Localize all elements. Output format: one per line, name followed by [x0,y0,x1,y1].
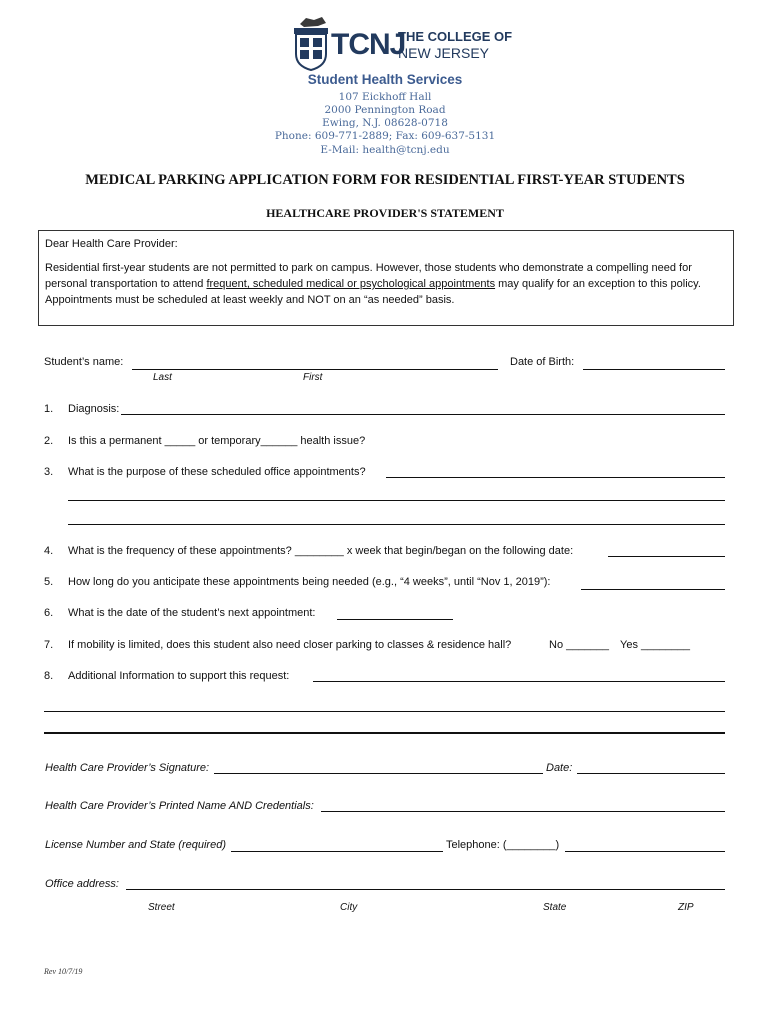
telephone-label: Telephone: (________) [446,839,560,851]
question-number: 8. [44,670,54,682]
address-line: 2000 Pennington Road [324,104,446,116]
question-number: 4. [44,545,54,557]
purpose-field-line2[interactable] [68,500,725,501]
question-number: 7. [44,639,54,651]
last-name-caption: Last [153,372,172,383]
notice-text: may qualify for an exception to this policy. Appointments must be scheduled at least weekly and NOT on an “as needed” basis. [45,278,701,306]
notice-underlined-text: frequent, scheduled medical or psychological appointments [206,278,496,290]
office-name: Student Health Services [307,72,463,87]
notice-box [38,230,734,326]
duration-field[interactable] [581,589,725,590]
notice-greeting: Dear Health Care Provider: [45,238,178,250]
form-subtitle: HEALTHCARE PROVIDER'S STATEMENT [266,206,504,220]
student-name-label: Student’s name: [44,356,124,368]
frequency-label: What is the frequency of these appointments? ________ x week that begin/began on the following date: [68,545,574,557]
mobility-no-option[interactable]: No _______ [549,639,609,651]
permanent-temporary-question: Is this a permanent _____ or temporary______ health issue? [68,435,366,447]
address-line: 107 Eickhoff Hall [338,91,432,103]
dob-field[interactable] [583,369,725,370]
state-caption: State [543,902,567,913]
date-field[interactable] [577,773,725,774]
office-address-label: Office address: [45,878,119,890]
student-name-field[interactable] [132,369,498,370]
address-line: Ewing, N.J. 08628-0718 [322,117,448,129]
diagnosis-field[interactable] [121,414,725,415]
purpose-field-line3[interactable] [68,524,725,525]
zip-caption: ZIP [678,902,694,913]
question-number: 1. [44,403,54,415]
logo-wordmark: TCNJ [331,28,406,61]
begin-date-field[interactable] [608,556,725,557]
license-label: License Number and State (required) [45,839,226,851]
signature-field[interactable] [214,773,543,774]
city-caption: City [340,902,358,913]
next-appointment-label: What is the date of the student’s next appointment: [68,607,316,619]
telephone-field[interactable] [565,851,725,852]
college-name-line1: THE COLLEGE OF [398,29,513,44]
revision-date: Rev 10/7/19 [44,967,83,976]
mobility-yes-option[interactable]: Yes ________ [620,639,690,651]
additional-info-field-line2[interactable] [44,711,725,712]
diagnosis-label: Diagnosis: [68,403,120,415]
printed-name-label: Health Care Provider’s Printed Name AND Credentials: [45,800,314,812]
notice-body [45,260,725,308]
additional-info-label: Additional Information to support this request: [68,670,290,682]
section-divider [44,732,725,734]
duration-label: How long do you anticipate these appointments being needed (e.g., “4 weeks”, until “Nov 1, 2019”): [68,576,551,588]
notice-text: Residential first-year students are not permitted to park on campus. However, those students who demonstrate a compelling need for personal transportation to attend [45,262,692,290]
first-name-caption: First [303,372,323,383]
next-appointment-field[interactable] [337,619,453,620]
street-caption: Street [148,902,175,913]
question-number: 5. [44,576,54,588]
question-number: 2. [44,435,54,447]
question-number: 6. [44,607,54,619]
email: E-Mail: health@tcnj.edu [320,144,450,156]
dob-label: Date of Birth: [510,356,575,368]
purpose-label: What is the purpose of these scheduled office appointments? [68,466,366,478]
signature-label: Health Care Provider’s Signature: [45,762,210,774]
date-label: Date: [546,762,573,774]
form-title: MEDICAL PARKING APPLICATION FORM FOR RESIDENTIAL FIRST-YEAR STUDENTS [85,172,685,188]
tcnj-shield-logo-icon [292,14,330,72]
mobility-question: If mobility is limited, does this student also need closer parking to classes & residence hall? [68,639,512,651]
college-name-line2: NEW JERSEY [398,45,490,61]
phone-fax: Phone: 609-771-2889; Fax: 609-637-5131 [274,130,496,142]
license-field[interactable] [231,851,443,852]
office-address-field[interactable] [126,889,725,890]
additional-info-field[interactable] [313,681,725,682]
purpose-field[interactable] [386,477,725,478]
printed-name-field[interactable] [321,811,725,812]
question-number: 3. [44,466,54,478]
